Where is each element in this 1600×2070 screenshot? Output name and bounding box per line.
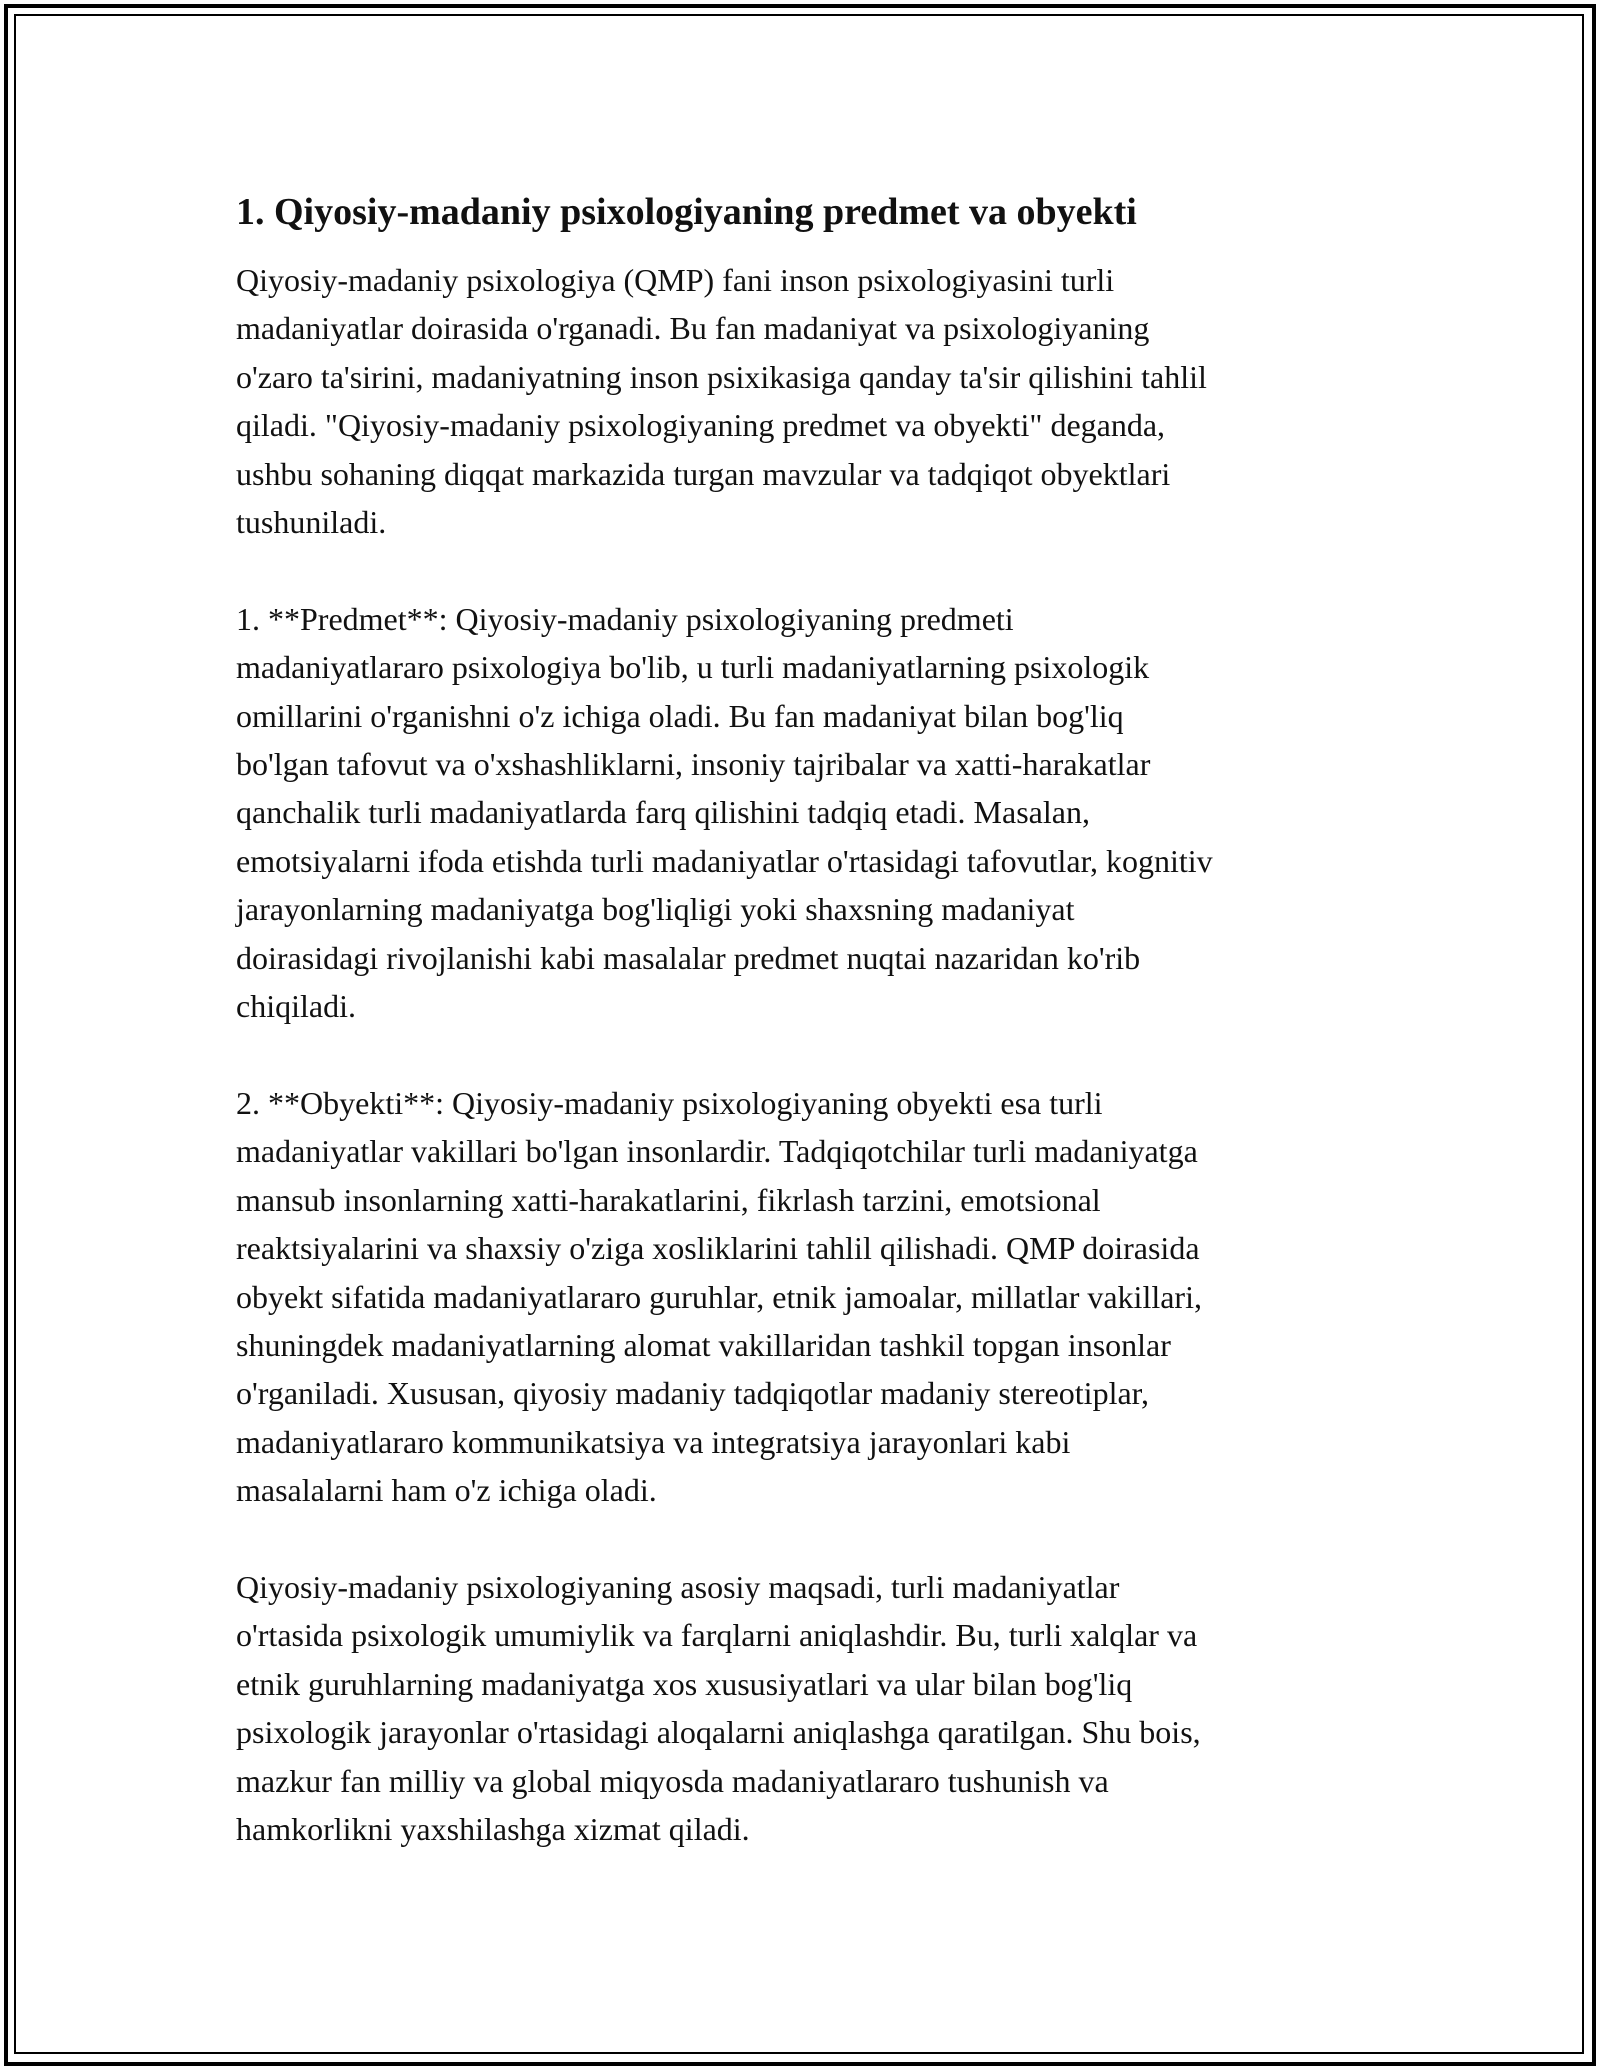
text-line: mansub insonlarning xatti-harakatlarini, fikrlash tarzini, emotsional	[236, 1181, 1101, 1218]
text-line: emotsiyalarni ifoda etishda turli madaniyatlar o'rtasidagi tafovutlar, kognitiv	[236, 842, 1213, 879]
text-line: o'rganiladi. Xususan, qiyosiy madaniy tadqiqotlar madaniy stereotiplar,	[236, 1375, 1150, 1412]
text-line: qiladi. "Qiyosiy-madaniy psixologiyaning predmet va obyekti" deganda,	[236, 407, 1166, 444]
text-line: madaniyatlararo psixologiya bo'lib, u turli madaniyatlarning psixologik	[236, 649, 1150, 686]
text-line: reaktsiyalarini va shaxsiy o'ziga xosliklarini tahlil qilishadi. QMP doirasida	[236, 1230, 1200, 1267]
text-line: etnik guruhlarning madaniyatga xos xususiyatlari va ular bilan bog'liq	[236, 1665, 1133, 1702]
text-line: madaniyatlar doirasida o'rganadi. Bu fan madaniyat va psixologiyaning	[236, 310, 1150, 347]
text-line: chiqiladi.	[236, 988, 356, 1025]
text-line: ushbu sohaning diqqat markazida turgan mavzular va tadqiqot obyektlari	[236, 455, 1171, 492]
text-line: hamkorlikni yaxshilashga xizmat qiladi.	[236, 1810, 750, 1847]
document-body	[236, 186, 1366, 1902]
text-line: omillarini o'rganishni o'z ichiga oladi. Bu fan madaniyat bilan bog'liq	[236, 697, 1124, 734]
text-line: mazkur fan milliy va global miqyosda madaniyatlararo tushunish va	[236, 1762, 1109, 1799]
document-title: 1. Qiyosiy-madaniy psixologiyaning predmet va obyekti	[236, 191, 1137, 233]
text-line: madaniyatlararo kommunikatsiya va integratsiya jarayonlari kabi	[236, 1423, 1071, 1460]
obyekti-paragraph	[236, 1079, 1366, 1515]
text-line: bo'lgan tafovut va o'xshashliklarni, insoniy tajribalar va xatti-harakatlar	[236, 746, 1151, 783]
text-line: masalalarni ham o'z ichiga oladi.	[236, 1472, 657, 1509]
text-line: 1. **Predmet**: Qiyosiy-madaniy psixologiyaning predmeti	[236, 600, 1014, 637]
text-line: shuningdek madaniyatlarning alomat vakillaridan tashkil topgan insonlar	[236, 1326, 1171, 1363]
intro-paragraph	[236, 256, 1366, 546]
text-line: qanchalik turli madaniyatlarda farq qilishini tadqiq etadi. Masalan,	[236, 794, 1090, 831]
text-line: obyekt sifatida madaniyatlararo guruhlar, etnik jamoalar, millatlar vakillari,	[236, 1278, 1202, 1315]
text-line: jarayonlarning madaniyatga bog'liqligi yoki shaxsning madaniyat	[236, 891, 1075, 928]
predmet-paragraph	[236, 595, 1366, 1031]
text-line: o'zaro ta'sirini, madaniyatning inson psixikasiga qanday ta'sir qilishini tahlil	[236, 358, 1207, 395]
text-line: doirasidagi rivojlanishi kabi masalalar predmet nuqtai nazaridan ko'rib	[236, 939, 1141, 976]
text-line: Qiyosiy-madaniy psixologiyaning asosiy maqsadi, turli madaniyatlar	[236, 1568, 1120, 1605]
conclusion-paragraph	[236, 1563, 1366, 1853]
text-line: o'rtasida psixologik umumiylik va farqlarni aniqlashdir. Bu, turli xalqlar va	[236, 1617, 1198, 1654]
text-line: madaniyatlar vakillari bo'lgan insonlardir. Tadqiqotchilar turli madaniyatga	[236, 1133, 1198, 1170]
text-line: psixologik jarayonlar o'rtasidagi aloqalarni aniqlashga qaratilgan. Shu bois,	[236, 1714, 1201, 1751]
text-line: Qiyosiy-madaniy psixologiya (QMP) fani inson psixologiyasini turli	[236, 262, 1115, 298]
text-line: 2. **Obyekti**: Qiyosiy-madaniy psixologiyaning obyekti esa turli	[236, 1084, 1103, 1121]
text-line: tushuniladi.	[236, 504, 387, 541]
